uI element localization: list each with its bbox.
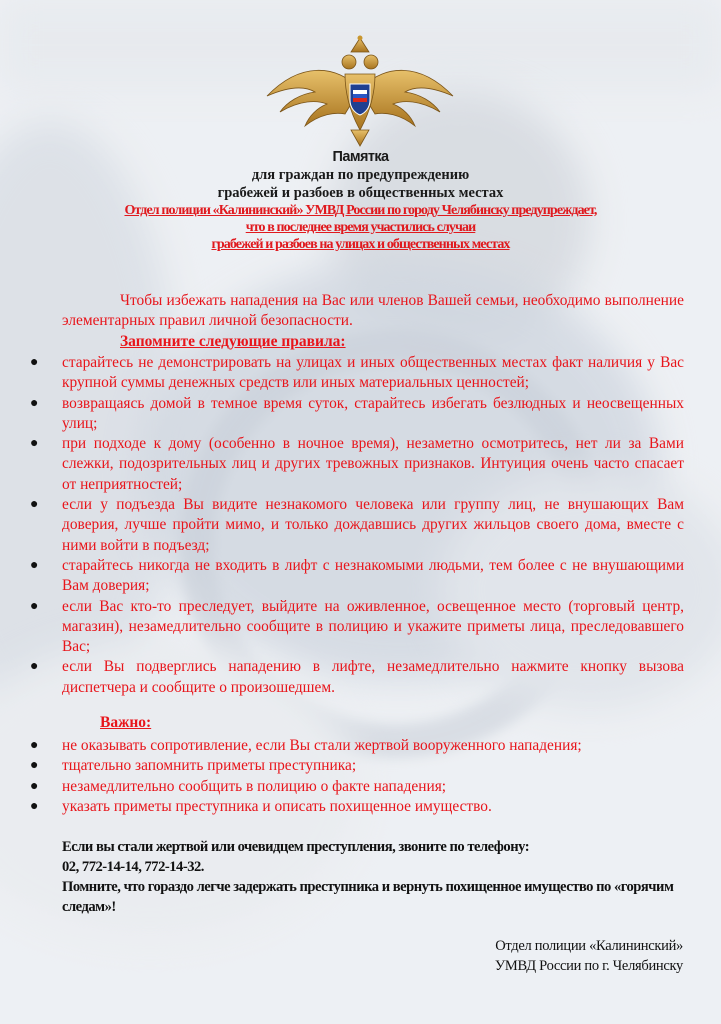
list-item: ● старайтесь не демонстрировать на улицах и иных общественных местах факт наличия у Вас крупной суммы денежных средств или иных материальных ценностей; (30, 354, 684, 392)
list-item: ● если Вас кто-то преследует, выйдите на оживленное, освещенное место (торговый центр, магазин), незамедлительно сообщите в полицию и укажите приметы лица, преследовавшего Вас; (30, 597, 684, 656)
memo-subtitle-1: для граждан по предупреждению (251, 167, 470, 183)
bullet-icon: ● (30, 436, 39, 452)
contact-phones: 02, 772-14-14, 772-14-32. (62, 859, 204, 875)
memo-header (30, 148, 691, 253)
signature-organization: УМВД России по г. Челябинску (494, 958, 683, 974)
list-item: ● тщательно запомнить приметы преступника; (30, 756, 684, 776)
contact-reminder: Помните, что гораздо легче задержать преступника и вернуть похищенное имущество по «горячим следам»! (62, 879, 674, 915)
bullet-icon: ● (30, 659, 39, 675)
list-item: ● если Вы подверглись нападению в лифте, незамедлительно нажмите кнопку вызова диспетчера и сообщите о произошедшем. (30, 658, 684, 696)
bullet-icon: ● (30, 598, 39, 614)
important-heading: Важно: (100, 714, 152, 731)
bullet-icon: ● (30, 557, 39, 573)
list-item: ● не оказывать сопротивление, если Вы стали жертвой вооруженного нападения; (30, 736, 684, 756)
warning-line-3: грабежей и разбоев на улицах и общественных местах (211, 237, 510, 252)
rules-heading: Запомните следующие правила: (120, 333, 346, 350)
bullet-icon: ● (30, 497, 39, 513)
bullet-icon: ● (30, 798, 39, 814)
list-item: ● указать приметы преступника и описать похищенное имущество. (30, 797, 684, 817)
list-item: ● возвращаясь домой в темное время суток, старайтесь избегать безлюдных и неосвещенных улиц; (30, 394, 684, 432)
memo-subtitle-2: грабежей и разбоев в общественных местах (217, 185, 504, 201)
important-list (30, 736, 684, 817)
contact-call-text: Если вы стали жертвой или очевидцем преступления, звоните по телефону: (62, 839, 530, 855)
bullet-icon: ● (30, 395, 39, 411)
signature-block (495, 936, 683, 976)
rules-list (30, 353, 684, 698)
warning-line-1: Отдел полиции «Калининский» УМВД России по городу Челябинску предупреждает, (124, 203, 597, 218)
bullet-icon: ● (30, 758, 39, 774)
bullet-icon: ● (30, 738, 39, 753)
list-item: ● незамедлительно сообщить в полицию о факте нападения; (30, 777, 684, 797)
signature-department: Отдел полиции «Калининский» (495, 938, 683, 954)
list-item: ● если у подъезда Вы видите незнакомого человека или группу лиц, не внушающих Вам доверия, лучше пройти мимо, и только дождавшись других жильцов своего дома, вместе с ними войти в подъезд; (30, 496, 684, 554)
bullet-icon: ● (30, 355, 39, 370)
memo-title: Памятка (332, 149, 389, 165)
list-item: ● старайтесь никогда не входить в лифт с незнакомыми людьми, тем более с не внушающими Вам доверия; (30, 556, 684, 595)
intro-paragraph: Чтобы избежать нападения на Вас или членов Вашей семьи, необходимо выполнение элементарных правил личной безопасности. (62, 292, 684, 330)
warning-line-2: что в последнее время участились случаи (245, 220, 476, 235)
police-emblem-icon (265, 34, 455, 149)
bullet-icon: ● (30, 778, 39, 794)
list-item: ● при подходе к дому (особенно в ночное время), незаметно осмотритесь, нет ли за Вами слежки, подозрительных лиц и других тревожных признаков. Интуиция очень часто спасает от неприятностей; (30, 435, 684, 493)
contact-block (62, 837, 702, 917)
